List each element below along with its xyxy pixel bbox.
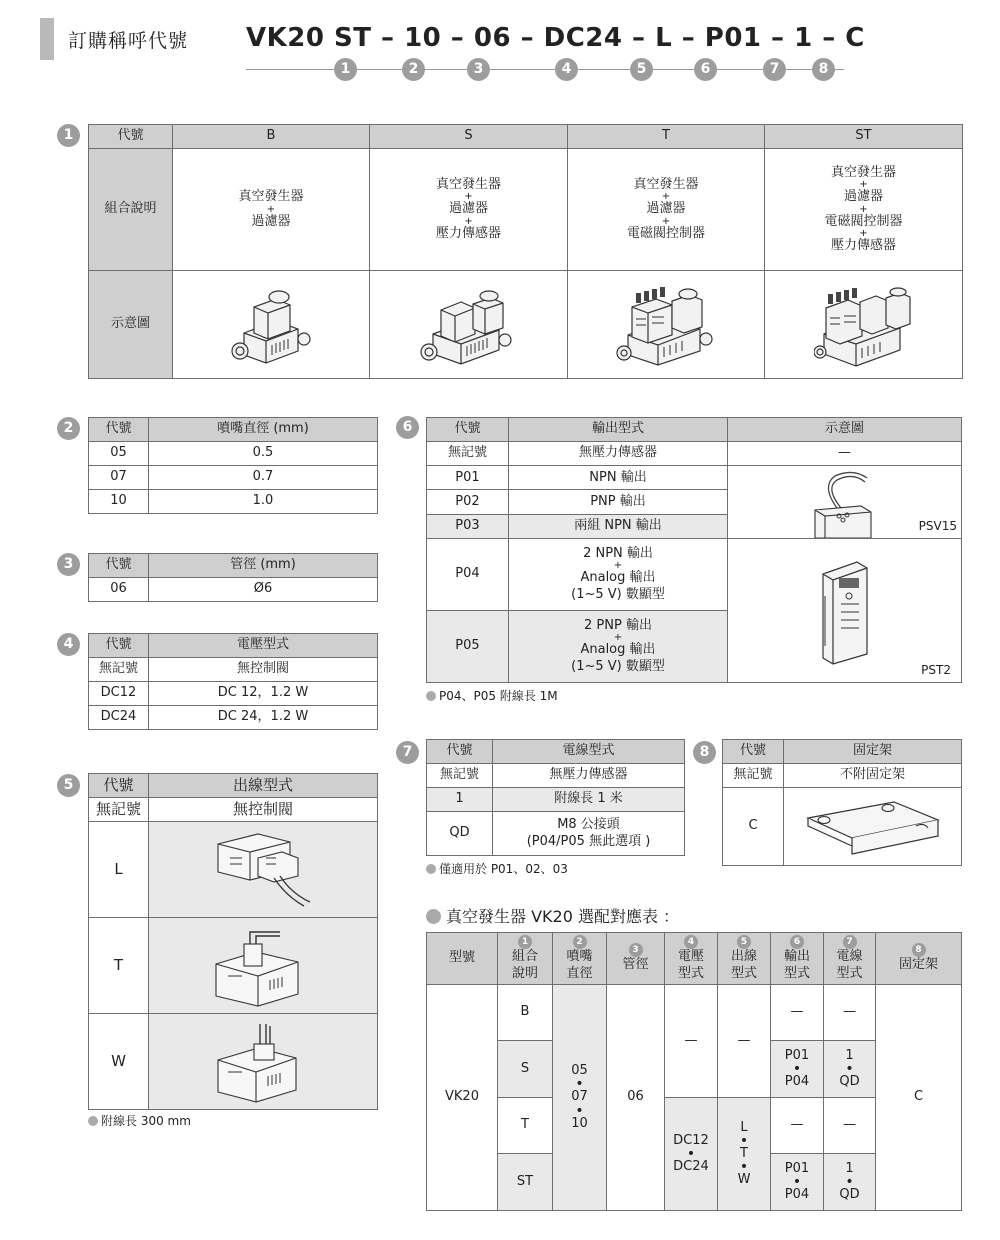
matrix-cable-none: — [824,985,876,1041]
matrix-cable-s: 1 • QD [824,1041,876,1098]
header-accent-bar [40,18,54,60]
wiring-code: 無記號 [89,798,149,822]
output-code-p05: P05 [427,611,509,683]
wiring-desc: 無控制閥 [149,798,378,822]
cable-desc: 無壓力傳感器 [493,764,685,788]
output-code: P02 [427,490,509,514]
section-3-marker: 3 [57,553,80,576]
code-marker-5: 5 [630,58,653,81]
matrix-title: 真空發生器 VK20 選配對應表 ： [426,904,679,927]
cable-desc-qd: M8 公接頭 (P04/P05 無此選項 ) [493,812,685,856]
matrix-tube: 06 [607,985,665,1211]
image-st [765,271,963,379]
output-note: P04、P05 附線長 1M [426,687,558,704]
matrix-head-5: 5 出線 型式 [718,933,771,985]
output-code-p04: P04 [427,539,509,611]
code-marker-4: 4 [555,58,578,81]
nozzle-dia: 1.0 [149,490,378,514]
output-table [426,417,962,683]
matrix-voltage-none: — [665,985,718,1098]
matrix-head-6: 6 輸出 型式 [771,933,824,985]
matrix-combo-t: T [498,1098,553,1154]
psv15-sensor-icon [795,466,895,538]
wiring-image-t [149,918,378,1014]
wiring-table [88,773,378,1110]
matrix-voltage: DC12 • DC24 [665,1098,718,1211]
nozzle-dia: 0.7 [149,466,378,490]
code-marker-6: 6 [694,58,717,81]
matrix-cable-none: — [824,1098,876,1154]
option-matrix-table [426,932,962,1211]
wiring-image-l [149,822,378,918]
section-1-marker: 1 [57,124,80,147]
matrix-nozzle: 05 • 07 • 10 [553,985,607,1211]
vacuum-generator-s-icon [419,284,519,366]
combo-desc-b: 真空發生器 + 過濾器 [173,149,370,271]
matrix-bracket: C [876,985,962,1211]
matrix-head-8: 8 固定架 [876,933,962,985]
nozzle-head-dia: 噴嘴直徑 (mm) [149,418,378,442]
tube-head-dia: 管徑 (mm) [149,554,378,578]
pst2-sensor-icon [805,556,885,666]
combo-desc-t: 真空發生器 + 過濾器 + 電磁閥控制器 [568,149,765,271]
page-title: 訂購稱呼代號 [68,30,189,52]
pst2-image-cell [728,539,962,683]
nozzle-code: 07 [89,466,149,490]
matrix-wire-none: — [718,985,771,1098]
matrix-head-3: 3 管徑 [607,933,665,985]
output-desc-p05: 2 PNP 輸出 + Analog 輸出 (1~5 V) 數顯型 [509,611,728,683]
combo-row-label: 組合說明 [89,149,173,271]
bracket-head-code: 代號 [723,740,784,764]
tube-dia: Ø6 [149,578,378,602]
matrix-combo-st: ST [498,1154,553,1211]
voltage-head-code: 代號 [89,634,149,658]
voltage-head-type: 電壓型式 [149,634,378,658]
matrix-output-none: — [771,985,824,1041]
model-code: VK20 ST – 10 – 06 – DC24 – L – P01 – 1 – C [246,23,865,53]
wiring-code-t: T [89,918,149,1014]
combo-head-s: S [370,125,568,149]
code-marker-8: 8 [812,58,835,81]
cable-table [426,739,685,856]
matrix-head-4: 4 電壓 型式 [665,933,718,985]
matrix-head-1: 1 組合 說明 [498,933,553,985]
combo-head-code: 代號 [89,125,173,149]
bracket-head-type: 固定架 [784,740,962,764]
output-desc-p04: 2 NPN 輸出 + Analog 輸出 (1~5 V) 數顯型 [509,539,728,611]
image-s [370,271,568,379]
section-8-marker: 8 [693,741,716,764]
combo-head-t: T [568,125,765,149]
wiring-code-w: W [89,1014,149,1110]
output-desc: 兩組 NPN 輸出 [509,514,728,538]
section-6-marker: 6 [396,416,419,439]
voltage-desc: 無控制閥 [149,658,378,682]
cable-code: 無記號 [427,764,493,788]
image-b [173,271,370,379]
cable-head-type: 電線型式 [493,740,685,764]
combo-head-st: ST [765,125,963,149]
nozzle-head-code: 代號 [89,418,149,442]
output-image-none: — [728,442,962,466]
code-marker-2: 2 [402,58,425,81]
image-row-label: 示意圖 [89,271,173,379]
bracket-image [784,788,962,866]
tube-head-code: 代號 [89,554,149,578]
section-2-marker: 2 [57,417,80,440]
cable-desc: 附線長 1 米 [493,788,685,812]
wiring-head-type: 出線型式 [149,774,378,798]
vacuum-generator-b-icon [226,285,316,365]
nozzle-code: 10 [89,490,149,514]
cable-code: 1 [427,788,493,812]
nozzle-dia: 0.5 [149,442,378,466]
output-desc: NPN 輸出 [509,466,728,490]
valve-l-icon [208,828,318,912]
output-head-image: 示意圖 [728,418,962,442]
output-desc: PNP 輸出 [509,490,728,514]
output-head-type: 輸出型式 [509,418,728,442]
nozzle-table [88,417,378,514]
matrix-title-dot [426,909,441,924]
code-marker-3: 3 [467,58,490,81]
matrix-model: VK20 [427,985,498,1211]
bracket-code: 無記號 [723,764,784,788]
tube-code: 06 [89,578,149,602]
section-7-marker: 7 [396,741,419,764]
matrix-output-none: — [771,1098,824,1154]
combo-head-b: B [173,125,370,149]
voltage-code: DC24 [89,706,149,730]
bracket-table [722,739,962,866]
cable-code-qd: QD [427,812,493,856]
combo-table [88,124,963,379]
output-desc: 無壓力傳感器 [509,442,728,466]
psv15-image-cell [728,466,962,539]
voltage-table [88,633,378,730]
output-code: 無記號 [427,442,509,466]
nozzle-code: 05 [89,442,149,466]
voltage-desc: DC 12，1.2 W [149,682,378,706]
matrix-cable-st: 1 • QD [824,1154,876,1211]
combo-desc-st: 真空發生器 + 過濾器 + 電磁閥控制器 + 壓力傳感器 [765,149,963,271]
matrix-output-s: P01 • P04 [771,1041,824,1098]
cable-head-code: 代號 [427,740,493,764]
bracket-desc: 不附固定架 [784,764,962,788]
wiring-code-l: L [89,822,149,918]
voltage-desc: DC 24，1.2 W [149,706,378,730]
valve-t-icon [208,924,318,1008]
matrix-head-2: 2 噴嘴 直徑 [553,933,607,985]
wiring-image-w [149,1014,378,1110]
wiring-note: 附線長 300 mm [88,1112,191,1129]
voltage-code: DC12 [89,682,149,706]
wiring-head-code: 代號 [89,774,149,798]
valve-w-icon [208,1020,318,1104]
pst2-label: PST2 [921,663,951,677]
combo-desc-s: 真空發生器 + 過濾器 + 壓力傳感器 [370,149,568,271]
matrix-wire-type: L • T • W [718,1098,771,1211]
code-marker-1: 1 [334,58,357,81]
bracket-icon [798,796,948,858]
tube-table [88,553,378,602]
vacuum-generator-st-icon [814,282,914,368]
matrix-head-7: 7 電線 型式 [824,933,876,985]
section-5-marker: 5 [57,774,80,797]
matrix-output-st: P01 • P04 [771,1154,824,1211]
section-4-marker: 4 [57,633,80,656]
image-t [568,271,765,379]
voltage-code: 無記號 [89,658,149,682]
psv15-label: PSV15 [918,519,957,533]
matrix-head-model: 型號 [427,933,498,985]
output-head-code: 代號 [427,418,509,442]
output-code: P01 [427,466,509,490]
code-marker-7: 7 [763,58,786,81]
output-code: P03 [427,514,509,538]
matrix-combo-b: B [498,985,553,1041]
cable-note: 僅適用於 P01、02、03 [426,860,568,877]
bracket-code-c: C [723,788,784,866]
matrix-combo-s: S [498,1041,553,1098]
vacuum-generator-t-icon [616,283,716,367]
